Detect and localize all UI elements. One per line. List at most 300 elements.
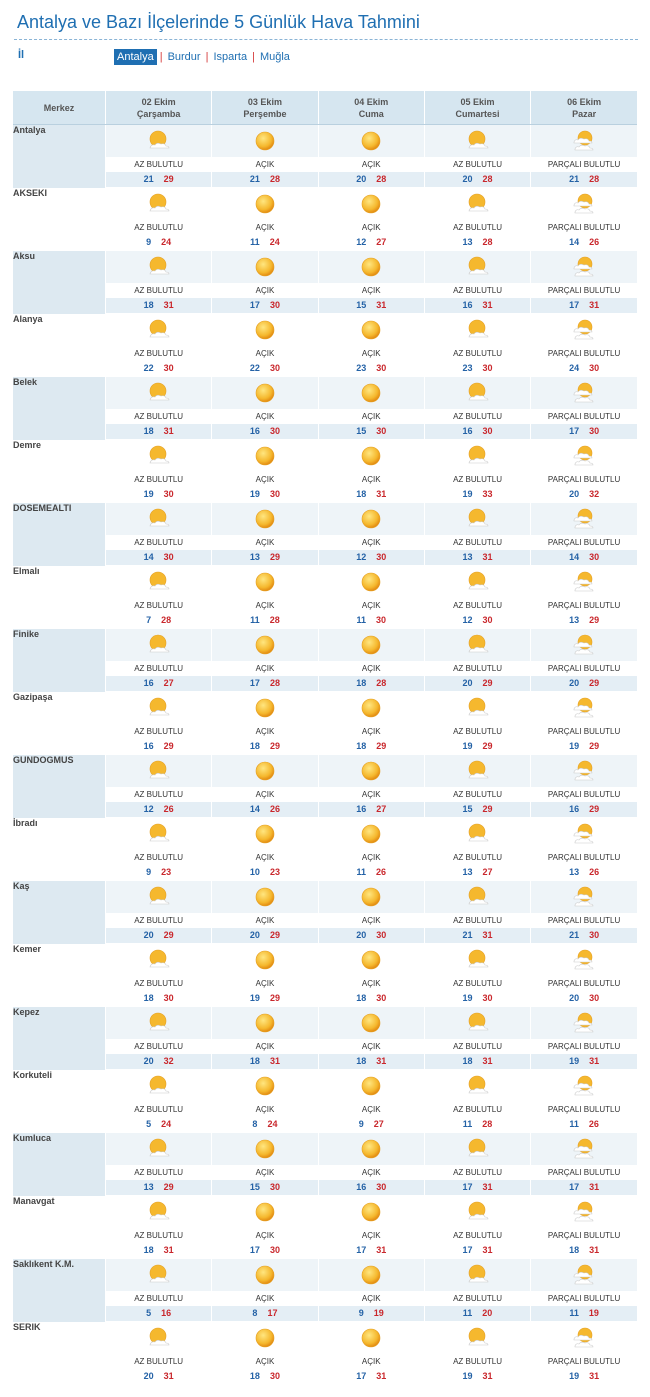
temperature-range (319, 487, 424, 502)
condition-label: AZ BULUTLU (106, 1354, 211, 1369)
partly-cloudy-icon (572, 823, 596, 845)
temperature-range (106, 676, 211, 691)
low-temperature: 15 (356, 426, 367, 436)
day-forecast (212, 1322, 317, 1385)
temperature-range (212, 865, 317, 880)
high-temperature: 30 (482, 426, 493, 436)
temperature-range (106, 802, 211, 817)
sun-icon (360, 382, 382, 404)
low-temperature: 13 (462, 867, 473, 877)
day-forecast (106, 1322, 211, 1385)
day-forecast (531, 314, 637, 377)
weather-icon-area (425, 1259, 530, 1291)
high-temperature: 26 (375, 867, 386, 877)
condition-label: AZ BULUTLU (106, 1291, 211, 1306)
temperature-range (212, 802, 317, 817)
partly-sunny-icon (147, 193, 171, 215)
forecast-cell (106, 944, 212, 1007)
forecast-cell (318, 1196, 424, 1259)
temperature-range (425, 1180, 530, 1195)
condition-label: AZ BULUTLU (106, 157, 211, 172)
condition-label: AÇIK (319, 787, 424, 802)
header-day-3 (318, 91, 424, 125)
sun-icon (254, 256, 276, 278)
low-temperature: 20 (143, 1056, 154, 1066)
partly-cloudy-icon (572, 1075, 596, 1097)
forecast-cell (318, 629, 424, 692)
tab-mugla[interactable]: Muğla (259, 51, 290, 63)
high-temperature: 29 (482, 741, 493, 751)
forecast-cell (318, 251, 424, 314)
low-temperature: 13 (143, 1182, 154, 1192)
day-forecast (212, 1259, 317, 1322)
weather-icon-area (319, 251, 424, 283)
day-forecast (319, 566, 424, 629)
low-temperature: 21 (569, 930, 580, 940)
forecast-row (13, 188, 637, 251)
sun-icon (254, 697, 276, 719)
temperature-range (531, 361, 637, 376)
day-forecast (425, 440, 530, 503)
low-temperature: 19 (462, 489, 473, 499)
weather-icon-area (212, 503, 317, 535)
low-temperature: 16 (143, 678, 154, 688)
weather-icon-area (425, 125, 530, 157)
temperature-range (425, 865, 530, 880)
forecast-cell (424, 314, 530, 377)
weather-icon-area (212, 125, 317, 157)
partly-cloudy-icon (572, 1012, 596, 1034)
weather-icon-area (319, 377, 424, 409)
low-temperature: 18 (249, 1056, 260, 1066)
station-name: Aksu (13, 251, 106, 314)
forecast-cell (106, 1259, 212, 1322)
low-temperature: 20 (462, 678, 473, 688)
forecast-cell (531, 944, 637, 1007)
temperature-range (531, 676, 637, 691)
weather-icon-area (212, 1196, 317, 1228)
forecast-cell (531, 629, 637, 692)
partly-sunny-icon (147, 130, 171, 152)
condition-label: AÇIK (319, 1354, 424, 1369)
low-temperature: 19 (569, 1371, 580, 1381)
temperature-range (425, 1369, 530, 1384)
sun-icon (254, 1012, 276, 1034)
high-temperature: 29 (269, 552, 280, 562)
weather-icon-area (319, 1196, 424, 1228)
day-forecast (319, 314, 424, 377)
temperature-range (531, 172, 637, 187)
high-temperature: 30 (269, 363, 280, 373)
day-forecast (212, 503, 317, 566)
condition-label: AÇIK (319, 1291, 424, 1306)
weather-icon-area (106, 818, 211, 850)
low-temperature: 21 (143, 174, 154, 184)
weather-icon-area (425, 1196, 530, 1228)
day-forecast (212, 1007, 317, 1070)
day-forecast (106, 1070, 211, 1133)
condition-label: PARÇALI BULUTLU (531, 1039, 637, 1054)
forecast-cell (531, 1070, 637, 1133)
high-temperature: 30 (269, 489, 280, 499)
weather-icon-area (425, 314, 530, 346)
temperature-range (212, 1117, 317, 1132)
temperature-range (212, 298, 317, 313)
partly-sunny-icon (147, 886, 171, 908)
high-temperature: 30 (163, 489, 174, 499)
condition-label: PARÇALI BULUTLU (531, 913, 637, 928)
header-merkez: Merkez (13, 91, 106, 125)
forecast-cell (318, 1070, 424, 1133)
high-temperature: 29 (163, 174, 174, 184)
high-temperature: 30 (589, 993, 600, 1003)
high-temperature: 28 (161, 615, 172, 625)
condition-label: AZ BULUTLU (425, 1354, 530, 1369)
high-temperature: 28 (482, 237, 493, 247)
weather-icon-area (319, 1259, 424, 1291)
weather-icon-area (531, 251, 637, 283)
condition-label: PARÇALI BULUTLU (531, 850, 637, 865)
high-temperature: 31 (163, 426, 174, 436)
high-temperature: 16 (161, 1308, 172, 1318)
high-temperature: 31 (376, 1056, 387, 1066)
temperature-range (106, 487, 211, 502)
low-temperature: 11 (250, 615, 260, 625)
high-temperature: 27 (373, 1119, 384, 1129)
high-temperature: 30 (163, 363, 174, 373)
temperature-range (425, 1306, 530, 1321)
station-name: Belek (13, 377, 106, 440)
temperature-range (531, 1180, 637, 1195)
forecast-cell (212, 566, 318, 629)
weather-icon-area (531, 755, 637, 787)
station-name: Kemer (13, 944, 106, 1007)
high-temperature: 30 (163, 993, 174, 1003)
day-forecast (106, 314, 211, 377)
tab-separator: | (205, 51, 209, 63)
weather-icon-area (212, 314, 317, 346)
sun-icon (360, 697, 382, 719)
temperature-range (106, 172, 211, 187)
temperature-range (319, 235, 424, 250)
weather-icon-area (106, 881, 211, 913)
condition-label: AÇIK (212, 409, 317, 424)
temperature-range (212, 1306, 317, 1321)
weather-icon-area (212, 1007, 317, 1039)
day-forecast (319, 440, 424, 503)
forecast-cell (318, 1133, 424, 1196)
weather-icon-area (531, 503, 637, 535)
day-forecast (531, 1133, 637, 1196)
weather-icon-area (106, 1070, 211, 1102)
sun-icon (254, 1075, 276, 1097)
condition-label: AÇIK (319, 409, 424, 424)
forecast-cell (318, 440, 424, 503)
forecast-cell (212, 881, 318, 944)
low-temperature: 16 (356, 804, 367, 814)
forecast-cell (424, 503, 530, 566)
sun-icon (254, 634, 276, 656)
low-temperature: 18 (462, 1056, 473, 1066)
high-temperature: 29 (589, 615, 600, 625)
day-forecast (212, 377, 317, 440)
partly-sunny-icon (466, 1012, 490, 1034)
temperature-range (106, 361, 211, 376)
forecast-cell (106, 125, 212, 189)
low-temperature: 20 (569, 489, 580, 499)
tab-antalya[interactable]: Antalya (114, 49, 157, 65)
forecast-cell (106, 881, 212, 944)
station-name: Elmalı (13, 566, 106, 629)
condition-label: AZ BULUTLU (106, 220, 211, 235)
temperature-range (106, 928, 211, 943)
forecast-cell (318, 188, 424, 251)
high-temperature: 30 (269, 300, 280, 310)
weather-icon-area (212, 440, 317, 472)
weather-icon-area (425, 251, 530, 283)
partly-cloudy-icon (572, 1201, 596, 1223)
temperature-range (106, 991, 211, 1006)
low-temperature: 19 (462, 1371, 473, 1381)
weather-icon-area (425, 188, 530, 220)
high-temperature: 30 (376, 930, 387, 940)
temperature-range (531, 1054, 637, 1069)
temperature-range (319, 865, 424, 880)
station-name: SERIK (13, 1322, 106, 1385)
condition-label: AÇIK (212, 1165, 317, 1180)
temperature-range (212, 235, 317, 250)
temperature-range (319, 739, 424, 754)
day-forecast (319, 755, 424, 818)
sun-icon (254, 823, 276, 845)
forecast-row (13, 377, 637, 440)
temperature-range (212, 1180, 317, 1195)
high-temperature: 30 (375, 615, 386, 625)
temperature-range (319, 1243, 424, 1258)
condition-label: PARÇALI BULUTLU (531, 724, 637, 739)
forecast-cell (318, 377, 424, 440)
condition-label: AZ BULUTLU (106, 1228, 211, 1243)
low-temperature: 18 (356, 741, 367, 751)
forecast-row (13, 251, 637, 314)
weather-icon-area (212, 377, 317, 409)
weather-icon-area (106, 1259, 211, 1291)
low-temperature: 20 (143, 1371, 154, 1381)
forecast-cell (318, 881, 424, 944)
low-temperature: 20 (569, 993, 580, 1003)
forecast-cell (106, 1133, 212, 1196)
forecast-row (13, 566, 637, 629)
weather-icon-area (212, 692, 317, 724)
low-temperature: 19 (249, 489, 260, 499)
temperature-range (212, 550, 317, 565)
low-temperature: 20 (249, 930, 260, 940)
condition-label: AÇIK (212, 661, 317, 676)
forecast-cell (318, 944, 424, 1007)
high-temperature: 27 (482, 867, 493, 877)
forecast-row (13, 1007, 637, 1070)
weather-icon-area (425, 1070, 530, 1102)
high-temperature: 27 (376, 804, 387, 814)
temperature-range (531, 991, 637, 1006)
condition-label: AZ BULUTLU (425, 220, 530, 235)
day-forecast (531, 692, 637, 755)
temperature-range (106, 865, 211, 880)
tab-isparta[interactable]: Isparta (213, 51, 248, 63)
forecast-cell (531, 755, 637, 818)
weather-icon-area (531, 566, 637, 598)
forecast-cell (424, 1196, 530, 1259)
weather-icon-area (425, 755, 530, 787)
low-temperature: 18 (356, 489, 367, 499)
partly-sunny-icon (147, 823, 171, 845)
day-forecast (531, 881, 637, 944)
temperature-range (531, 802, 637, 817)
high-temperature: 29 (482, 804, 493, 814)
forecast-cell (106, 314, 212, 377)
day-date: 03 Ekim (247, 96, 282, 107)
condition-label: AZ BULUTLU (425, 724, 530, 739)
condition-label: AZ BULUTLU (425, 346, 530, 361)
high-temperature: 30 (589, 930, 600, 940)
day-forecast (106, 251, 211, 314)
low-temperature: 18 (356, 993, 367, 1003)
low-temperature: 13 (569, 867, 580, 877)
day-forecast (106, 629, 211, 692)
sun-icon (360, 130, 382, 152)
partly-cloudy-icon (572, 697, 596, 719)
day-forecast (425, 881, 530, 944)
low-temperature: 23 (356, 363, 367, 373)
weather-icon-area (531, 818, 637, 850)
weather-icon-area (106, 314, 211, 346)
high-temperature: 31 (376, 300, 387, 310)
day-weekday: Çarşamba (136, 108, 181, 119)
forecast-row (13, 881, 637, 944)
condition-label: AÇIK (319, 724, 424, 739)
condition-label: AÇIK (319, 598, 424, 613)
high-temperature: 28 (269, 174, 280, 184)
temperature-range (531, 865, 637, 880)
condition-label: AÇIK (319, 283, 424, 298)
condition-label: AÇIK (319, 472, 424, 487)
temperature-range (319, 172, 424, 187)
weather-icon-area (106, 629, 211, 661)
day-forecast (212, 755, 317, 818)
high-temperature: 31 (482, 930, 493, 940)
condition-label: AZ BULUTLU (106, 1102, 211, 1117)
low-temperature: 17 (249, 678, 260, 688)
weather-icon-area (319, 1133, 424, 1165)
high-temperature: 30 (376, 1182, 387, 1192)
forecast-cell (212, 440, 318, 503)
sun-icon (254, 319, 276, 341)
forecast-cell (106, 251, 212, 314)
low-temperature: 12 (356, 552, 367, 562)
weather-icon-area (106, 251, 211, 283)
condition-label: AÇIK (319, 913, 424, 928)
temperature-range (319, 802, 424, 817)
high-temperature: 29 (376, 741, 387, 751)
province-tabs (114, 48, 292, 66)
forecast-cell (212, 755, 318, 818)
temperature-range (425, 298, 530, 313)
temperature-range (425, 928, 530, 943)
weather-icon-area (425, 629, 530, 661)
weather-icon-area (212, 818, 317, 850)
forecast-cell (424, 125, 530, 189)
sun-icon (254, 382, 276, 404)
low-temperature: 17 (569, 1182, 580, 1192)
high-temperature: 31 (589, 1371, 600, 1381)
station-name: DOSEMEALTI (13, 503, 106, 566)
condition-label: AÇIK (212, 1354, 317, 1369)
forecast-cell (424, 692, 530, 755)
forecast-cell (424, 755, 530, 818)
forecast-header-row (13, 91, 637, 125)
condition-label: AÇIK (212, 976, 317, 991)
temperature-range (106, 613, 211, 628)
forecast-cell (212, 692, 318, 755)
forecast-cell (424, 251, 530, 314)
forecast-cell (212, 314, 318, 377)
high-temperature: 28 (376, 678, 387, 688)
condition-label: AÇIK (212, 283, 317, 298)
partly-sunny-icon (466, 1138, 490, 1160)
temperature-range (425, 613, 530, 628)
weather-icon-area (319, 692, 424, 724)
day-forecast (319, 251, 424, 314)
low-temperature: 18 (249, 741, 260, 751)
temperature-range (319, 298, 424, 313)
day-forecast (531, 503, 637, 566)
forecast-cell (212, 1322, 318, 1385)
partly-sunny-icon (147, 1327, 171, 1349)
forecast-row (13, 125, 637, 189)
weather-icon-area (319, 629, 424, 661)
low-temperature: 13 (249, 552, 260, 562)
forecast-cell (318, 818, 424, 881)
sun-icon (254, 1327, 276, 1349)
condition-label: AZ BULUTLU (106, 850, 211, 865)
low-temperature: 21 (462, 930, 473, 940)
day-forecast (425, 1322, 530, 1385)
condition-label: AZ BULUTLU (106, 1039, 211, 1054)
condition-label: AZ BULUTLU (425, 661, 530, 676)
weather-icon-area (531, 1259, 637, 1291)
weather-icon-area (106, 125, 211, 157)
partly-sunny-icon (466, 256, 490, 278)
tab-burdur[interactable]: Burdur (167, 51, 201, 63)
weather-icon-area (212, 944, 317, 976)
partly-sunny-icon (147, 256, 171, 278)
forecast-cell (424, 818, 530, 881)
partly-sunny-icon (466, 445, 490, 467)
partly-sunny-icon (466, 319, 490, 341)
low-temperature: 12 (462, 615, 473, 625)
condition-label: PARÇALI BULUTLU (531, 661, 637, 676)
partly-cloudy-icon (572, 760, 596, 782)
forecast-row (13, 1196, 637, 1259)
forecast-cell (212, 1259, 318, 1322)
temperature-range (531, 613, 637, 628)
low-temperature: 22 (249, 363, 260, 373)
condition-label: AÇIK (212, 598, 317, 613)
high-temperature: 30 (269, 1245, 280, 1255)
station-name: Kaş (13, 881, 106, 944)
high-temperature: 30 (269, 1182, 280, 1192)
high-temperature: 30 (269, 426, 280, 436)
